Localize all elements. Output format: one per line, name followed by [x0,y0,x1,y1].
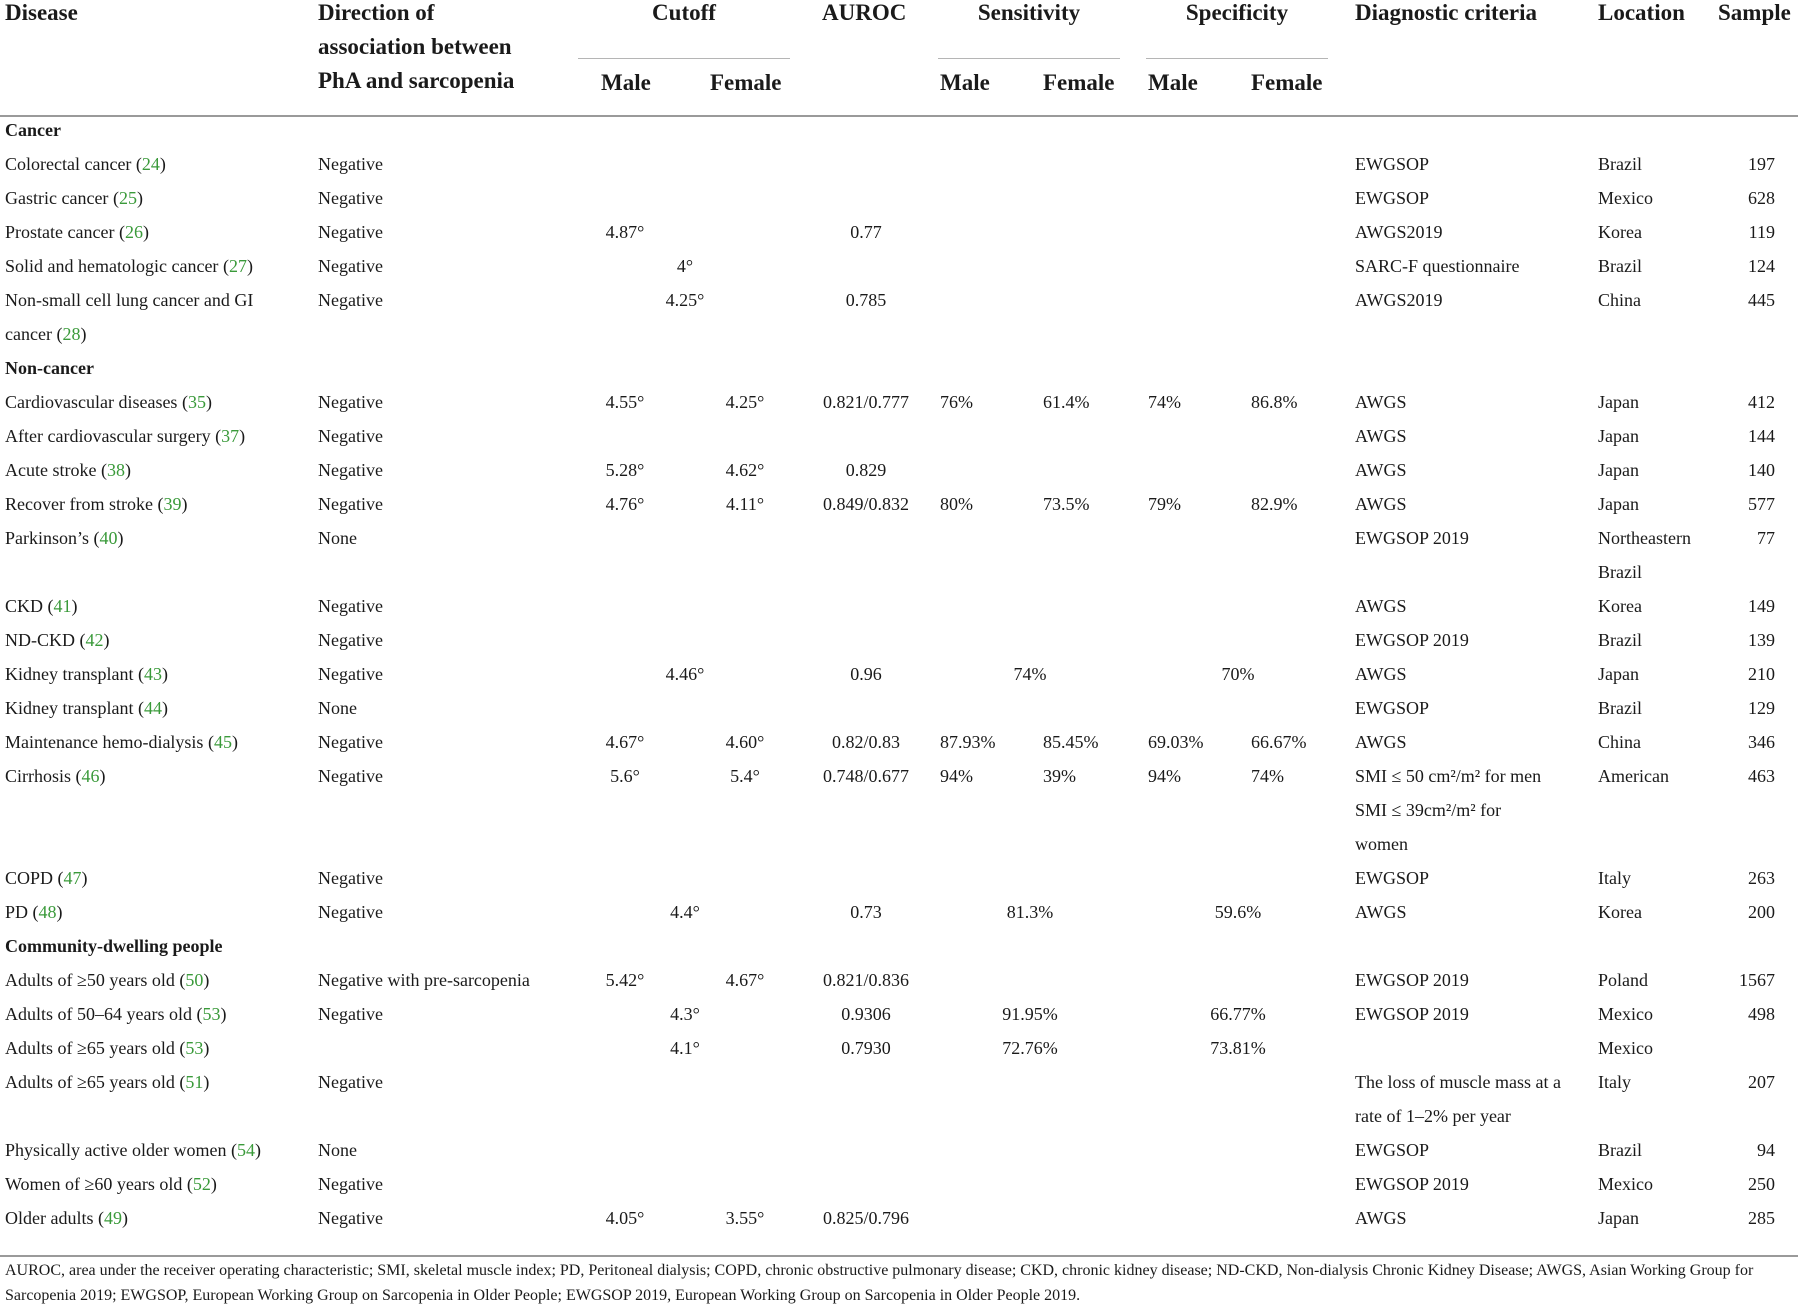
direction-cell: Negative [318,1174,383,1194]
header-disease: Disease [5,0,78,25]
reference-link[interactable]: 40 [99,528,118,548]
cutoff-shared-cell: 4° [676,256,694,276]
disease-name: Women of ≥60 years old [5,1174,187,1194]
reference-link[interactable]: 49 [103,1208,122,1228]
location-cell: Northeastern [1598,528,1691,548]
reference-link[interactable]: 25 [118,188,137,208]
table-bottom-rule [0,1255,1798,1257]
specificity-female-cell: 86.8% [1251,392,1298,412]
sensitivity-female-cell: 39% [1043,766,1076,786]
reference-link[interactable]: 51 [185,1072,204,1092]
disease-name: Non-small cell lung cancer and GI [5,290,254,310]
sensitivity-underline [938,58,1120,59]
criteria-cell: AWGS [1355,460,1407,480]
cutoff-male-cell: 5.42° [605,970,645,990]
direction-cell: None [318,698,357,718]
location-cell: Korea [1598,222,1642,242]
direction-cell: Negative [318,902,383,922]
specificity-shared-cell: 66.77% [1210,1004,1266,1024]
criteria-cell: AWGS [1355,494,1407,514]
table-row: ND-CKD (42) [5,630,110,650]
reference-link[interactable]: 48 [38,902,57,922]
header-spec-female: Female [1251,70,1323,95]
reference-link[interactable]: 42 [85,630,104,650]
sample-cell: 124 [1748,256,1775,276]
sample-cell: 412 [1748,392,1775,412]
location-cell: Korea [1598,902,1642,922]
direction-cell: Negative [318,1208,383,1228]
disease-name: Cardiovascular diseases [5,392,182,412]
sample-cell: 498 [1748,1004,1775,1024]
location-cell: Brazil [1598,154,1642,174]
sensitivity-female-cell: 85.45% [1043,732,1099,752]
header-auroc: AUROC [822,0,907,25]
criteria-cell: EWGSOP 2019 [1355,528,1469,548]
table-row: Adults of 50–64 years old (53) [5,1004,227,1024]
auroc-cell: 0.821/0.836 [822,970,909,990]
direction-cell: Negative [318,494,383,514]
location-cell: Japan [1598,494,1639,514]
reference-link[interactable]: 53 [185,1038,204,1058]
auroc-cell: 0.73 [850,902,882,922]
disease-name: Parkinson’s [5,528,94,548]
cutoff-shared-cell: 4.3° [670,1004,700,1024]
table-row: Prostate cancer (26) [5,222,149,242]
cutoff-female-cell: 5.4° [730,766,760,786]
location-cell: Italy [1598,1072,1631,1092]
specificity-female-cell: 74% [1251,766,1284,786]
direction-cell: Negative [318,290,383,310]
sample-cell: 445 [1748,290,1775,310]
header-sample: Sample [1718,0,1791,25]
specificity-male-cell: 69.03% [1148,732,1204,752]
auroc-cell: 0.849/0.832 [822,494,909,514]
sample-cell: 210 [1748,664,1775,684]
header-cutoff-female: Female [710,70,782,95]
criteria-cell-cont: rate of 1–2% per year [1355,1106,1511,1126]
criteria-cell: SARC-F questionnaire [1355,256,1520,276]
sensitivity-shared-cell: 91.95% [1002,1004,1058,1024]
reference-link[interactable]: 53 [202,1004,221,1024]
specificity-female-cell: 82.9% [1251,494,1298,514]
reference-link[interactable]: 28 [62,324,81,344]
disease-name: ND-CKD [5,630,80,650]
location-cell: Japan [1598,426,1639,446]
specificity-shared-cell: 73.81% [1210,1038,1266,1058]
header-direction-3: PhA and sarcopenia [318,68,515,93]
table-row: After cardiovascular surgery (37) [5,426,246,446]
criteria-cell: EWGSOP 2019 [1355,630,1469,650]
cutoff-male-cell: 4.87° [605,222,645,242]
direction-cell: Negative [318,392,383,412]
disease-name: Adults of 50–64 years old [5,1004,197,1024]
cutoff-underline [578,58,790,59]
cutoff-male-cell: 5.6° [610,766,640,786]
sample-cell: 263 [1748,868,1775,888]
disease-name: Cirrhosis [5,766,76,786]
reference-link[interactable]: 45 [213,732,232,752]
header-spec-male: Male [1148,70,1198,95]
direction-cell: None [318,528,357,548]
reference-link[interactable]: 35 [187,392,206,412]
disease-name: Adults of ≥50 years old [5,970,180,990]
auroc-cell: 0.7930 [841,1038,891,1058]
disease-name: Kidney transplant [5,698,138,718]
direction-cell: Negative [318,188,383,208]
disease-name: CKD [5,596,48,616]
sample-cell: 94 [1757,1140,1775,1160]
header-criteria: Diagnostic criteria [1355,0,1538,25]
specificity-underline [1146,58,1328,59]
location-cell: Mexico [1598,1174,1653,1194]
table-row: Kidney transplant (43) [5,664,168,684]
direction-cell: Negative [318,460,383,480]
cutoff-female-cell: 4.25° [725,392,765,412]
sample-cell: 144 [1748,426,1775,446]
location-cell: Japan [1598,460,1639,480]
criteria-cell: AWGS [1355,732,1407,752]
reference-link[interactable]: 50 [185,970,204,990]
disease-name: Physically active older women [5,1140,231,1160]
auroc-cell: 0.77 [850,222,882,242]
disease-name: Kidney transplant [5,664,138,684]
sensitivity-shared-cell: 81.3% [1006,902,1054,922]
criteria-cell: SMI ≤ 50 cm²/m² for men [1355,766,1542,786]
location-cell-cont: Brazil [1598,562,1642,582]
reference-link[interactable]: 47 [63,868,82,888]
reference-link[interactable]: 39 [163,494,182,514]
table-row: Solid and hematologic cancer (27) [5,256,253,276]
direction-cell: Negative [318,426,383,446]
reference-link[interactable]: 27 [228,256,247,276]
reference-link[interactable]: 24 [141,154,160,174]
sensitivity-shared-cell: 72.76% [1002,1038,1058,1058]
disease-name-cont: cancer (28) [5,324,87,344]
location-cell: Mexico [1598,188,1653,208]
criteria-cell: AWGS [1355,664,1407,684]
location-cell: American [1598,766,1669,786]
direction-cell: Negative [318,256,383,276]
criteria-cell: AWGS [1355,1208,1407,1228]
table-row: COPD (47) [5,868,88,888]
location-cell: Japan [1598,664,1639,684]
reference-link[interactable]: 46 [81,766,100,786]
cutoff-shared-cell: 4.1° [670,1038,700,1058]
table-row: Older adults (49) [5,1208,128,1228]
location-cell: Japan [1598,392,1639,412]
direction-cell: Negative [318,1004,383,1024]
location-cell: Brazil [1598,256,1642,276]
cutoff-male-cell: 4.05° [605,1208,645,1228]
table-row: PD (48) [5,902,63,922]
direction-cell: None [318,1140,357,1160]
disease-name: Adults of ≥65 years old [5,1072,180,1092]
direction-cell: Negative [318,222,383,242]
table-row: Parkinson’s (40) [5,528,124,548]
cutoff-shared-cell: 4.25° [665,290,705,310]
disease-name: Prostate cancer [5,222,119,242]
reference-link[interactable]: 37 [221,426,240,446]
reference-link[interactable]: 44 [143,698,162,718]
header-sensitivity: Sensitivity [977,0,1081,25]
sample-cell: 346 [1748,732,1775,752]
table-row: Acute stroke (38) [5,460,131,480]
direction-cell: Negative with pre-sarcopenia [318,970,530,990]
sample-cell: 77 [1757,528,1775,548]
sample-cell: 129 [1748,698,1775,718]
sensitivity-male-cell: 76% [940,392,973,412]
section-noncancer: Non-cancer [5,358,94,378]
table-row: Colorectal cancer (24) [5,154,166,174]
sensitivity-male-cell: 94% [940,766,973,786]
criteria-cell: The loss of muscle mass at a [1355,1072,1561,1092]
criteria-cell: AWGS2019 [1355,290,1443,310]
header-location: Location [1598,0,1685,25]
header-direction-1: Direction of [318,0,435,25]
disease-name: Gastric cancer [5,188,113,208]
sample-cell: 139 [1748,630,1775,650]
cutoff-female-cell: 4.11° [725,494,765,514]
table-row: Cirrhosis (46) [5,766,106,786]
auroc-cell: 0.748/0.677 [822,766,909,786]
reference-link[interactable]: 52 [192,1174,211,1194]
sample-cell: 285 [1748,1208,1775,1228]
table-row: Gastric cancer (25) [5,188,143,208]
table-row: Kidney transplant (44) [5,698,168,718]
table-row: Recover from stroke (39) [5,494,188,514]
criteria-cell: EWGSOP [1355,188,1430,208]
criteria-cell: EWGSOP 2019 [1355,1174,1469,1194]
section-cancer: Cancer [5,120,61,140]
cutoff-female-cell: 4.60° [725,732,765,752]
table-row: Adults of ≥65 years old (51) [5,1072,210,1092]
sample-cell: 463 [1748,766,1775,786]
table-row [5,283,253,317]
table-row: Adults of ≥50 years old (50) [5,970,210,990]
specificity-shared-cell: 70% [1221,664,1255,684]
criteria-cell: AWGS [1355,426,1407,446]
disease-name: Maintenance hemo-dialysis [5,732,208,752]
reference-link[interactable]: 38 [106,460,125,480]
sample-cell: 149 [1748,596,1775,616]
reference-link[interactable]: 54 [236,1140,255,1160]
location-cell: Brazil [1598,630,1642,650]
criteria-cell: EWGSOP [1355,154,1430,174]
criteria-cell: AWGS [1355,596,1407,616]
auroc-cell: 0.96 [850,664,882,684]
sensitivity-female-cell: 73.5% [1043,494,1090,514]
cutoff-male-cell: 4.55° [605,392,645,412]
direction-cell: Negative [318,596,383,616]
direction-cell: Negative [318,664,383,684]
header-cutoff-male: Male [601,70,651,95]
specificity-male-cell: 74% [1148,392,1181,412]
specificity-male-cell: 79% [1148,494,1181,514]
criteria-cell-cont: women [1355,834,1408,854]
header-sens-male: Male [940,70,990,95]
direction-cell: Negative [318,630,383,650]
sample-cell: 207 [1748,1072,1775,1092]
location-cell: Brazil [1598,1140,1642,1160]
sensitivity-female-cell: 61.4% [1043,392,1090,412]
disease-name: Recover from stroke [5,494,158,514]
criteria-cell: EWGSOP 2019 [1355,970,1469,990]
cutoff-shared-cell: 4.4° [670,902,700,922]
sample-cell: 1567 [1739,970,1775,990]
location-cell: China [1598,290,1641,310]
disease-name: After cardiovascular surgery [5,426,216,446]
criteria-cell-cont: SMI ≤ 39cm²/m² for [1355,800,1502,820]
disease-name: COPD [5,868,58,888]
auroc-cell: 0.82/0.83 [831,732,900,752]
auroc-cell: 0.821/0.777 [822,392,909,412]
sensitivity-male-cell: 80% [940,494,973,514]
sample-cell: 140 [1748,460,1775,480]
specificity-male-cell: 94% [1148,766,1181,786]
table-row: Physically active older women (54) [5,1140,261,1160]
reference-link[interactable]: 43 [143,664,162,684]
location-cell: Italy [1598,868,1631,888]
header-direction-2: association between [318,34,512,59]
auroc-cell: 0.829 [845,460,887,480]
cutoff-female-cell: 4.62° [725,460,765,480]
reference-link[interactable]: 41 [53,596,72,616]
disease-name: Solid and hematologic cancer [5,256,223,276]
cutoff-male-cell: 5.28° [605,460,645,480]
header-specificity: Specificity [1185,0,1289,25]
header-cutoff: Cutoff [652,0,716,25]
header-sens-female: Female [1043,70,1115,95]
location-cell: Mexico [1598,1038,1653,1058]
location-cell: Mexico [1598,1004,1653,1024]
sample-cell: 250 [1748,1174,1775,1194]
reference-link[interactable]: 26 [124,222,143,242]
cutoff-female-cell: 3.55° [725,1208,765,1228]
table-row: Cardiovascular diseases (35) [5,392,212,412]
disease-name: Adults of ≥65 years old [5,1038,180,1058]
section-community: Community-dwelling people [5,936,223,956]
location-cell: China [1598,732,1641,752]
specificity-shared-cell: 59.6% [1214,902,1262,922]
location-cell: Korea [1598,596,1642,616]
auroc-cell: 0.825/0.796 [822,1208,909,1228]
criteria-cell: AWGS [1355,902,1407,922]
direction-cell: Negative [318,732,383,752]
direction-cell: Negative [318,1072,383,1092]
table-row: Maintenance hemo-dialysis (45) [5,732,238,752]
criteria-cell: EWGSOP 2019 [1355,1004,1469,1024]
auroc-cell: 0.785 [845,290,887,310]
specificity-female-cell: 66.67% [1251,732,1307,752]
direction-cell: Negative [318,868,383,888]
criteria-cell: EWGSOP [1355,698,1430,718]
criteria-cell: EWGSOP [1355,868,1430,888]
table-row: CKD (41) [5,596,78,616]
cutoff-male-cell: 4.76° [605,494,645,514]
auroc-cell: 0.9306 [841,1004,891,1024]
sample-cell: 577 [1748,494,1775,514]
table-footnote: AUROC, area under the receiver operating characteristic; SMI, skeletal muscle index; PD, Peritoneal dialysis; COPD, chronic obstructive pulmonary disease; CKD, chronic kidney disease; ND-CKD, Non-dialysis Chronic Kidney Disease; AWGS, Asian Working Group for Sarcopenia 2019; EWGSOP, European Working Group on Sarcopenia in Older People; EWGSOP 2019, European Working Group on Sarcopenia in Older People 2019. [5,1262,1754,1304]
location-cell: Poland [1598,970,1649,990]
disease-name: Acute stroke [5,460,101,480]
cutoff-male-cell: 4.67° [605,732,645,752]
location-cell: Japan [1598,1208,1639,1228]
sensitivity-shared-cell: 74% [1013,664,1047,684]
header-bottom-rule [0,115,1798,117]
sensitivity-male-cell: 87.93% [940,732,996,752]
sample-cell: 628 [1748,188,1775,208]
criteria-cell: AWGS2019 [1355,222,1443,242]
direction-cell: Negative [318,766,383,786]
location-cell: Brazil [1598,698,1642,718]
disease-name: Older adults [5,1208,98,1228]
criteria-cell: EWGSOP [1355,1140,1430,1160]
disease-name: Colorectal cancer [5,154,136,174]
direction-cell: Negative [318,154,383,174]
cutoff-female-cell: 4.67° [725,970,765,990]
table-row: Adults of ≥65 years old (53) [5,1038,210,1058]
sample-cell: 119 [1748,222,1775,242]
table-row: Women of ≥60 years old (52) [5,1174,217,1194]
criteria-cell: AWGS [1355,392,1407,412]
sample-cell: 197 [1748,154,1775,174]
sample-cell: 200 [1748,902,1775,922]
disease-name: PD [5,902,33,922]
cutoff-shared-cell: 4.46° [665,664,705,684]
